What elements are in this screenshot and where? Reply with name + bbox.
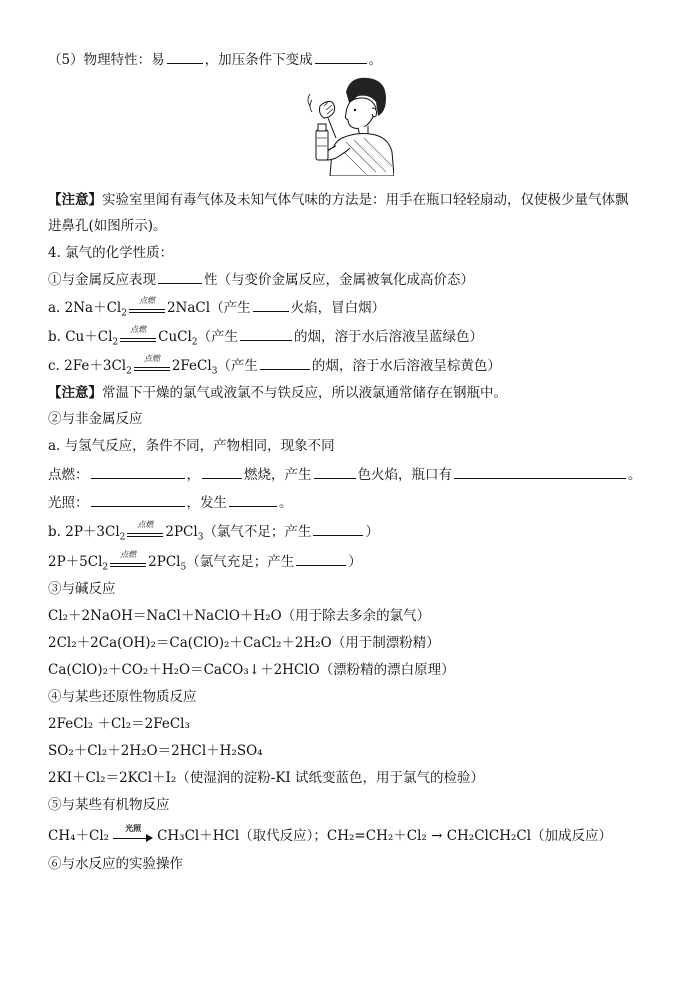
organic-reaction-heading: ⑤与某些有机物反应: [48, 797, 170, 813]
blank[interactable]: [454, 465, 626, 479]
equation-organic: CH₄＋Cl₂ 光照 CH₃Cl＋HCl（取代反应）；CH₂=CH₂＋Cl₂ → CH₂ClCH₂Cl（加成反应）: [48, 822, 613, 844]
nonmetal-heading: ②与非金属反应: [48, 411, 143, 427]
ignite-condition: 点燃: [134, 359, 170, 375]
reaction-p-limited: b. $2P+3Cl_2$ 点燃 2PCl$_3$（氯气不足；产生 ）: [48, 519, 379, 543]
blank[interactable]: [260, 356, 310, 370]
physical-properties-line: （5）物理特性：易 ，加压条件下变成 。: [48, 52, 383, 68]
equation-ki: 2KI＋Cl₂＝2KCl＋I₂（使湿润的淀粉-KI 试纸变蓝色，用于氯气的检验）: [48, 770, 485, 786]
equation-bleach: Ca(ClO)₂＋CO₂＋H₂O＝CaCO₃↓＋2HClO（漂粉精的漂白原理）: [48, 662, 455, 678]
note-smelling-cont: 进鼻孔(如图所示)。: [48, 218, 167, 234]
note-smelling: 【注意】实验室里闻有毒气体及未知气体气味的方法是：用手在瓶口轻轻扇动，仅使极少量气体飘: [48, 192, 629, 208]
reaction-na: a. $2Na+Cl_2$ 点燃 2NaCl（产生 火焰，冒白烟）: [48, 295, 386, 319]
reducing-reaction-heading: ④与某些还原性物质反应: [48, 689, 197, 705]
reaction-cu: b. $Cu+Cl_2$ 点燃 CuCl$_2$（产生 的烟，溶于水后溶液呈蓝绿色）: [48, 324, 484, 348]
equation-caoh2: 2Cl₂＋2Ca(OH)₂＝Ca(ClO)₂＋CaCl₂＋2H₂O（用于制漂粉精）: [48, 635, 440, 651]
blank[interactable]: [315, 50, 367, 64]
reaction-fe: c. $2Fe+3Cl_2$ 点燃 2FeCl$_3$（产生 的烟，溶于水后溶液呈棕黄色）: [48, 353, 501, 377]
ignite-condition: 点燃: [129, 301, 165, 317]
section-4-title: 4. 氯气的化学性质：: [48, 245, 174, 261]
light-arrow-condition: 光照: [113, 829, 153, 845]
blank[interactable]: [202, 465, 242, 479]
equation-naoh: Cl₂＋2NaOH＝NaCl＋NaClO＋H₂O（用于除去多余的氯气）: [48, 608, 431, 624]
hydrogen-reaction-heading: a. 与氢气反应，条件不同，产物相同，现象不同: [48, 438, 335, 454]
blank[interactable]: [91, 465, 185, 479]
metal-reaction-heading: ①与金属反应表现 性（与变价金属反应，金属被氧化成高价态）: [48, 272, 474, 288]
ignition-line: 点燃： ， 燃烧，产生 色火焰，瓶口有 。: [48, 467, 642, 483]
smelling-gas-illustration: [306, 72, 394, 176]
blank[interactable]: [314, 465, 356, 479]
blank[interactable]: [158, 270, 202, 284]
reaction-p-excess: $2P+5Cl_2$ 点燃 2PCl$_5$（氯气充足；产生 ）: [48, 549, 362, 573]
ignite-condition: 点燃: [110, 555, 146, 571]
equation-so2: SO₂＋Cl₂＋2H₂O＝2HCl＋H₂SO₄: [48, 743, 263, 759]
equation-fecl2: 2FeCl₂ ＋Cl₂＝2FeCl₃: [48, 716, 190, 732]
light-line: 光照： ，发生 。: [48, 495, 293, 511]
blank[interactable]: [253, 298, 289, 312]
blank[interactable]: [313, 522, 363, 536]
base-reaction-heading: ③与碱反应: [48, 581, 116, 597]
water-reaction-heading: ⑥与水反应的实验操作: [48, 856, 183, 872]
ignite-condition: 点燃: [127, 525, 163, 541]
blank[interactable]: [91, 493, 185, 507]
blank[interactable]: [229, 493, 277, 507]
note-iron-storage: 【注意】常温下干燥的氯气或液氯不与铁反应，所以液氯通常储存在钢瓶中。: [48, 385, 507, 401]
ignite-condition: 点燃: [120, 330, 156, 346]
blank[interactable]: [296, 552, 346, 566]
blank[interactable]: [240, 327, 292, 341]
blank[interactable]: [167, 50, 203, 64]
